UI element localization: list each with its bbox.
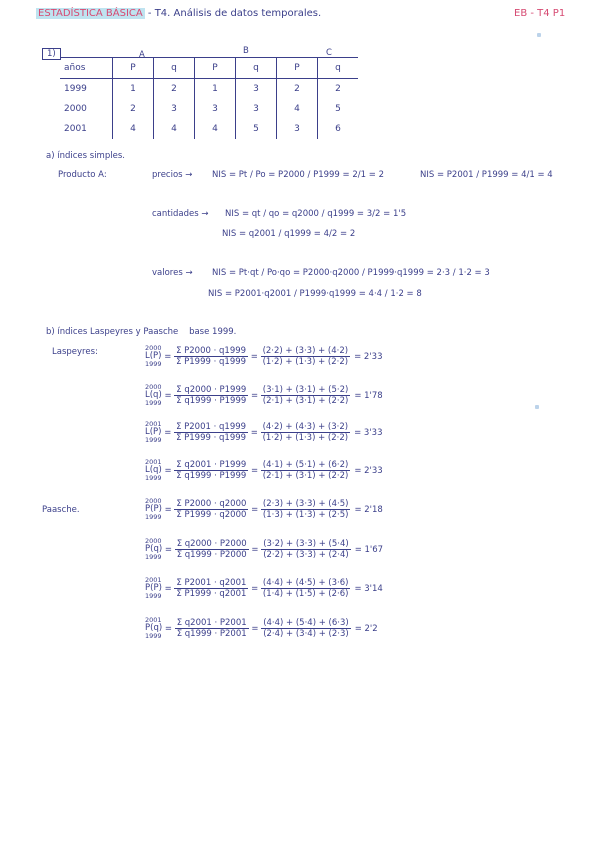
index-top-year: 2000 [145, 497, 162, 505]
index-name: L(P) [145, 427, 162, 437]
product-label: Producto A: [58, 170, 107, 180]
equals-sign: = [161, 352, 175, 362]
index-result: = 2'33 [354, 466, 383, 476]
index-formula [145, 421, 382, 444]
table-cell: 2 [154, 79, 195, 100]
numeric-fraction-denominator: (2·2) + (3·3) + (2·4) [263, 550, 349, 560]
table-cell: 3 [195, 99, 236, 119]
table-cell: 2 [318, 79, 359, 100]
table-row [60, 119, 358, 139]
numeric-fraction-numerator: (2·3) + (3·3) + (4·5) [262, 499, 349, 509]
laspeyres-label: Laspeyres: [52, 347, 98, 357]
symbolic-fraction-numerator: Σ P2001 · q2001 [176, 578, 247, 588]
symbolic-fraction [174, 422, 248, 443]
table-cell: 1999 [64, 84, 87, 94]
index-name: P(P) [145, 583, 162, 593]
index-top-year: 2000 [145, 383, 162, 391]
index-top-year: 2001 [145, 576, 162, 584]
symbolic-fraction-denominator: Σ q1999 · P1999 [176, 471, 247, 481]
col-header: q [236, 58, 277, 79]
table-cell: 2 [277, 79, 318, 100]
paasche-label: Paasche. [42, 505, 80, 515]
index-top-year: 2001 [145, 616, 162, 624]
symbolic-fraction-denominator: Σ P1999 · q2000 [176, 510, 247, 520]
index-top-year: 2001 [145, 420, 162, 428]
valores-formula-1: NIS = Pt·qt / Po·qo = P2000·q2000 / P1999·q1999 = 2·3 / 1·2 = 3 [212, 268, 490, 278]
table-cell: 3 [236, 99, 277, 119]
numeric-fraction-denominator: (1·2) + (1·3) + (2·2) [262, 357, 349, 367]
table-row [60, 79, 358, 100]
topic-title: - T4. Análisis de datos temporales. [147, 8, 322, 19]
numeric-fraction-denominator: (1·2) + (1·3) + (2·2) [262, 433, 349, 443]
index-result: = 2'33 [354, 352, 383, 362]
numeric-fraction [261, 539, 351, 560]
table-cell: 5 [318, 99, 359, 119]
equals-sign: = [248, 391, 261, 401]
numeric-fraction-numerator: (3·2) + (3·3) + (5·4) [263, 539, 349, 549]
group-label-c: C [326, 48, 332, 58]
index-symbol [145, 421, 162, 444]
precios-extra-formula: NIS = P2001 / P1999 = 4/1 = 4 [420, 170, 553, 180]
table-cell: 2000 [64, 104, 87, 114]
section-a-title: a) índices simples. [46, 151, 125, 161]
numeric-fraction [261, 460, 351, 481]
index-base-year: 1999 [145, 632, 162, 640]
index-base-year: 1999 [145, 474, 162, 482]
index-formula [145, 459, 383, 482]
numeric-fraction-numerator: (2·2) + (3·3) + (4·2) [262, 346, 349, 356]
page-header [36, 8, 321, 19]
index-result: = 2'18 [354, 505, 383, 515]
equals-sign: = [248, 352, 261, 362]
index-formula [145, 384, 383, 407]
precios-formula: NIS = Pt / Po = P2000 / P1999 = 2/1 = 2 [212, 170, 384, 180]
numeric-fraction-denominator: (2·1) + (3·1) + (2·2) [262, 396, 349, 406]
index-result: = 3'33 [354, 428, 383, 438]
index-result: = 3'14 [354, 584, 383, 594]
col-header: P [277, 58, 318, 79]
table-cell: 1 [113, 79, 154, 100]
index-name: P(P) [145, 504, 162, 514]
index-name: L(q) [145, 390, 162, 400]
group-label-a: A [139, 50, 145, 60]
index-top-year: 2000 [145, 344, 162, 352]
symbolic-fraction [174, 346, 248, 367]
table-cell: 2 [113, 99, 154, 119]
symbolic-fraction [174, 578, 248, 599]
equals-sign: = [248, 428, 261, 438]
symbolic-fraction-denominator: Σ P1999 · q2001 [176, 589, 247, 599]
index-base-year: 1999 [145, 592, 162, 600]
index-base-year: 1999 [145, 436, 162, 444]
table-cell: 3 [277, 119, 318, 139]
col-header: q [154, 58, 195, 79]
valores-formula-2: NIS = P2001·q2001 / P1999·q1999 = 4·4 / 1·2 = 8 [208, 289, 422, 299]
valores-label: valores → [152, 268, 193, 278]
symbolic-fraction-numerator: Σ q2001 · P2001 [176, 618, 247, 628]
equals-sign: = [161, 428, 175, 438]
symbolic-fraction [174, 499, 248, 520]
equals-sign: = [162, 545, 175, 555]
equals-sign: = [161, 584, 175, 594]
precios-label: precios → [152, 170, 193, 180]
cantidades-formula-2: NIS = q2001 / q1999 = 4/2 = 2 [222, 229, 356, 239]
symbolic-fraction [175, 618, 249, 639]
table-cell: 4 [154, 119, 195, 139]
numeric-fraction [261, 346, 351, 367]
index-top-year: 2000 [145, 537, 162, 545]
col-header: P [195, 58, 236, 79]
symbolic-fraction [175, 539, 249, 560]
equals-sign: = [162, 624, 175, 634]
index-result: = 2'2 [354, 624, 378, 634]
table-cell: 3 [154, 99, 195, 119]
numeric-fraction-numerator: (4·4) + (4·5) + (3·6) [262, 578, 349, 588]
numeric-fraction-numerator: (4·2) + (4·3) + (3·2) [262, 422, 349, 432]
table-row [60, 99, 358, 119]
index-symbol [145, 538, 162, 561]
index-base-year: 1999 [145, 360, 162, 368]
table-cell: 2001 [64, 124, 87, 134]
index-name: L(q) [145, 465, 162, 475]
index-name: L(P) [145, 351, 162, 361]
equals-sign: = [248, 584, 261, 594]
symbolic-fraction-numerator: Σ q2000 · P2000 [176, 539, 247, 549]
scan-mark [535, 405, 539, 409]
table-cell: 3 [236, 79, 277, 100]
index-formula [145, 538, 383, 561]
equals-sign: = [248, 545, 262, 555]
numeric-fraction-denominator: (1·4) + (1·5) + (2·6) [262, 589, 349, 599]
symbolic-fraction-numerator: Σ q2000 · P1999 [176, 385, 247, 395]
numeric-fraction-numerator: (4·1) + (5·1) + (6·2) [262, 460, 349, 470]
index-name: P(q) [145, 544, 163, 554]
scan-mark [537, 33, 541, 37]
equals-sign: = [248, 624, 262, 634]
index-symbol [145, 498, 162, 521]
col-header: P [113, 58, 154, 79]
section-b-base: base 1999. [189, 327, 237, 337]
page-code: EB - T4 P1 [514, 8, 566, 19]
symbolic-fraction-numerator: Σ q2001 · P1999 [176, 460, 247, 470]
index-symbol [145, 617, 162, 640]
exercise-number: 1) [42, 48, 61, 60]
table-header-row [60, 58, 358, 79]
equals-sign: = [248, 466, 261, 476]
index-formula [145, 617, 378, 640]
symbolic-fraction-numerator: Σ P2000 · q1999 [176, 346, 247, 356]
symbolic-fraction-numerator: Σ P2001 · q1999 [176, 422, 247, 432]
numeric-fraction [261, 385, 351, 406]
symbolic-fraction-denominator: Σ P1999 · q1999 [176, 433, 247, 443]
index-symbol [145, 345, 162, 368]
table-cell: 4 [277, 99, 318, 119]
symbolic-fraction-denominator: Σ q1999 · P2000 [176, 550, 247, 560]
index-formula [145, 577, 383, 600]
index-symbol [145, 459, 162, 482]
index-base-year: 1999 [145, 399, 162, 407]
section-b-title [46, 327, 236, 337]
index-name: P(q) [145, 623, 163, 633]
course-title: ESTADÍSTICA BÁSICA [38, 8, 143, 19]
index-result: = 1'78 [354, 391, 383, 401]
numeric-fraction-denominator: (1·3) + (1·3) + (2·5) [262, 510, 349, 520]
cantidades-label: cantidades → [152, 209, 209, 219]
numeric-fraction [261, 578, 351, 599]
equals-sign: = [161, 391, 175, 401]
equals-sign: = [161, 466, 175, 476]
table-cell: 6 [318, 119, 359, 139]
section-b-heading: b) índices Laspeyres y Paasche [46, 327, 179, 337]
symbolic-fraction [174, 460, 248, 481]
numeric-fraction [261, 618, 351, 639]
symbolic-fraction-denominator: Σ q1999 · P1999 [176, 396, 247, 406]
table-cell: 1 [195, 79, 236, 100]
symbolic-fraction [174, 385, 248, 406]
numeric-fraction-denominator: (2·1) + (3·1) + (2·2) [262, 471, 349, 481]
numeric-fraction [261, 422, 351, 443]
symbolic-fraction-denominator: Σ P1999 · q1999 [176, 357, 247, 367]
index-base-year: 1999 [145, 553, 162, 561]
table-cell: 4 [195, 119, 236, 139]
symbolic-fraction-denominator: Σ q1999 · P2001 [176, 629, 247, 639]
index-result: = 1'67 [354, 545, 384, 555]
numeric-fraction [261, 499, 351, 520]
symbolic-fraction-numerator: Σ P2000 · q2000 [176, 499, 247, 509]
col-header: años [60, 58, 113, 79]
index-formula [145, 498, 383, 521]
numeric-fraction-denominator: (2·4) + (3·4) + (2·3) [263, 629, 349, 639]
index-symbol [145, 577, 162, 600]
cantidades-formula-1: NIS = qt / qo = q2000 / q1999 = 3/2 = 1'5 [225, 209, 407, 219]
table-cell: 5 [236, 119, 277, 139]
index-formula [145, 345, 382, 368]
equals-sign: = [161, 505, 175, 515]
index-base-year: 1999 [145, 513, 162, 521]
col-header: q [318, 58, 359, 79]
table-cell: 4 [113, 119, 154, 139]
data-table [60, 57, 358, 139]
index-symbol [145, 384, 162, 407]
group-label-b: B [243, 46, 249, 56]
equals-sign: = [248, 505, 261, 515]
numeric-fraction-numerator: (3·1) + (3·1) + (5·2) [262, 385, 349, 395]
index-top-year: 2001 [145, 458, 162, 466]
numeric-fraction-numerator: (4·4) + (5·4) + (6·3) [263, 618, 349, 628]
